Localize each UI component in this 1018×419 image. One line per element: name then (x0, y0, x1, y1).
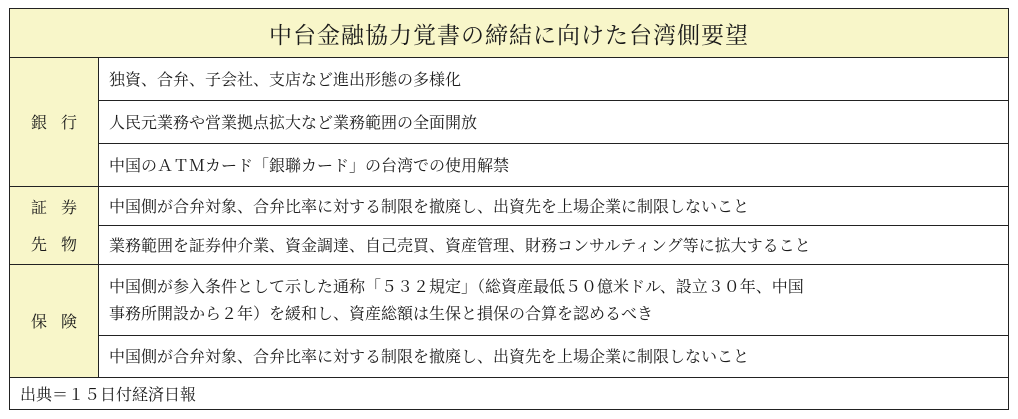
insurance-row-1-line-2: 事務所開設から２年）を緩和し、資産総額は生保と損保の合算を認めるべき (109, 304, 654, 323)
table-title: 中台金融協力覚書の締結に向けた台湾側要望 (10, 9, 1008, 58)
category-insurance-label: 保険 (30, 311, 91, 331)
source-footer: 出典＝１５日付経済日報 (20, 385, 197, 404)
category-securities-futures (10, 187, 99, 265)
category-futures-label: 先物 (30, 234, 91, 254)
insurance-row-2: 中国側が合弁対象、合弁比率に対する制限を撤廃し、出資先を上場企業に制限しないこと (99, 336, 1008, 378)
insurance-row-1-line-1: 中国側が参入条件として示した通称「５３２規定」（総資産最低５０億米ドル、設立３０年、中国 (109, 277, 804, 296)
banking-row-1: 独資、合弁、子会社、支店など進出形態の多様化 (99, 58, 1008, 101)
insurance-row-1 (99, 265, 1008, 336)
banking-row-3: 中国のＡＴＭカード「銀聯カード」の台湾での使用解禁 (99, 144, 1008, 187)
banking-row-2: 人民元業務や営業拠点拡大など業務範囲の全面開放 (99, 101, 1008, 144)
requests-table (9, 8, 1009, 410)
category-banking (10, 58, 99, 187)
securities-row-2: 業務範囲を証券仲介業、資金調達、自己売買、資産管理、財務コンサルティング等に拡大すること (99, 226, 1008, 265)
category-securities-label: 証券 (30, 197, 91, 217)
category-banking-label: 銀行 (30, 112, 91, 132)
category-insurance (10, 265, 99, 378)
securities-row-1: 中国側が合弁対象、合弁比率に対する制限を撤廃し、出資先を上場企業に制限しないこと (99, 187, 1008, 226)
